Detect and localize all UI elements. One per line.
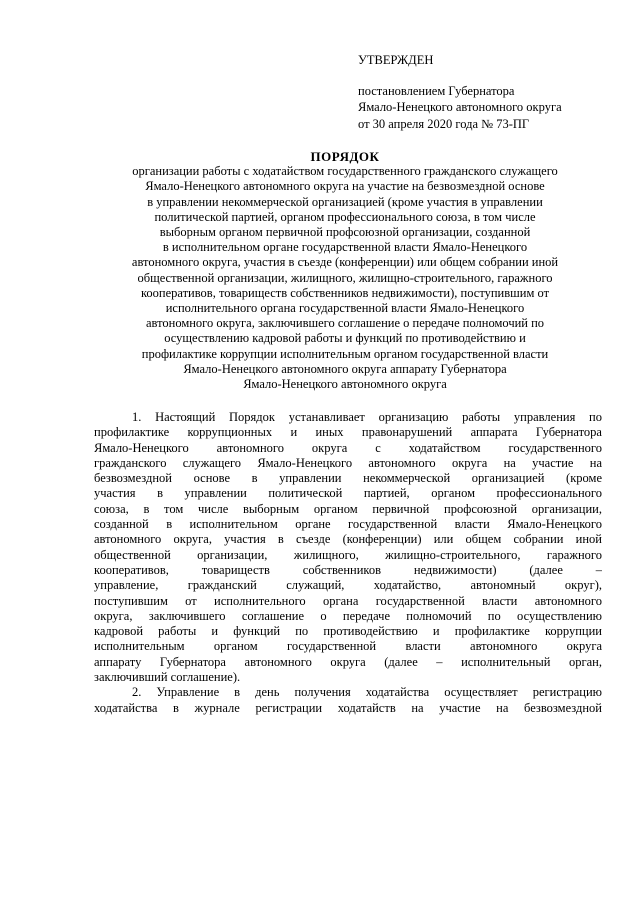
title-line: выборным органом первичной профсоюзной организации, созданной xyxy=(159,225,531,240)
paragraph-line: участия в управлении политической партией, органом профессионального xyxy=(94,486,602,501)
title-line: Ямало-Ненецкого автономного округа на участие на безвозмездной основе xyxy=(145,179,545,194)
title-line: осуществлению кадровой работы и функций по противодействию и xyxy=(164,331,526,346)
title-line: кооперативов, товариществ собственников недвижимости), поступившим от xyxy=(140,285,550,300)
paragraph-line: кадровой работы и функций по противодействию и профилактике коррупции xyxy=(94,624,602,639)
paragraph-line: безвозмездной основе в управлении некоммерческой организацией (кроме xyxy=(94,471,602,486)
approval-line: от 30 апреля 2020 года № 73-ПГ xyxy=(358,116,530,131)
paragraph-line: созданной в исполнительном органе государственной власти Ямало-Ненецкого xyxy=(94,517,602,532)
approval-stamp xyxy=(358,52,628,132)
paragraph-line: округа, заключившего соглашение о передаче полномочий по осуществлению xyxy=(94,608,602,623)
title-line: организации работы с ходатайством государственного гражданского служащего xyxy=(132,164,558,179)
approved-label: УТВЕРЖДЕН xyxy=(358,53,434,67)
document-title xyxy=(80,149,610,392)
paragraph-line: профилактике коррупционных и иных правонарушений аппарата Губернатора xyxy=(94,425,602,440)
paragraph-line: автономного округа, участия в съезде (конференции) или общем собрании иной xyxy=(94,532,602,547)
title-line: в исполнительном органе государственной власти Ямало-Ненецкого xyxy=(162,240,528,255)
title-line: общественной организации, жилищного, жилищно-строительного, гаражного xyxy=(137,270,553,285)
title-line: профилактике коррупции исполнительным органом государственной власти xyxy=(141,346,549,361)
paragraph-line: кооперативов, товариществ собственников недвижимости) (далее – xyxy=(94,562,602,577)
paragraph-line: ходатайства в журнале регистрации ходатайств на участие на безвозмездной xyxy=(94,700,602,715)
title-line: Ямало-Ненецкого автономного округа аппарату Губернатора xyxy=(183,361,507,376)
title-line: автономного округа, участия в съезде (конференции) или общем собрании иной xyxy=(131,255,559,270)
paragraph-line: общественной организации, жилищного, жилищно-строительного, гаражного xyxy=(94,547,602,562)
paragraph-line: 2. Управление в день получения ходатайства осуществляет регистрацию xyxy=(132,685,602,700)
approval-line: постановлением Губернатора xyxy=(358,83,515,98)
title-line: исполнительного органа государственной власти Ямало-Ненецкого xyxy=(165,301,525,316)
title-line: политической партией, органом профессионального союза, в том числе xyxy=(154,209,536,224)
title-line: в управлении некоммерческой организацией (кроме участия в управлении xyxy=(147,194,543,209)
paragraph-line: исполнительным органом государственной власти автономного округа xyxy=(94,639,602,654)
title-line: автономного округа, заключившего соглашение о передаче полномочий по xyxy=(145,316,545,331)
paragraph-line: 1. Настоящий Порядок устанавливает организацию работы управления по xyxy=(132,410,602,424)
paragraph-line: союза, в том числе выборным органом первичной профсоюзной организации, xyxy=(94,501,602,516)
title-heading: ПОРЯДОК xyxy=(310,149,380,164)
title-line: Ямало-Ненецкого автономного округа xyxy=(243,377,447,392)
paragraph-line: аппарату Губернатора автономного округа (далее – исполнительный орган, xyxy=(94,654,602,669)
document-body xyxy=(94,410,602,716)
paragraph-line: поступившим от исполнительного органа государственной власти автономного xyxy=(94,593,602,608)
paragraph-line: гражданского служащего Ямало-Ненецкого автономного округа на участие на xyxy=(94,455,602,470)
approval-line: Ямало-Ненецкого автономного округа xyxy=(358,100,562,114)
paragraph-line: заключивший соглашение). xyxy=(94,670,241,685)
paragraph-line: Ямало-Ненецкого автономного округа с ходатайством государственного xyxy=(94,440,602,455)
paragraph-line: управление, гражданский служащий, ходатайство, автономный округ), xyxy=(94,578,602,593)
